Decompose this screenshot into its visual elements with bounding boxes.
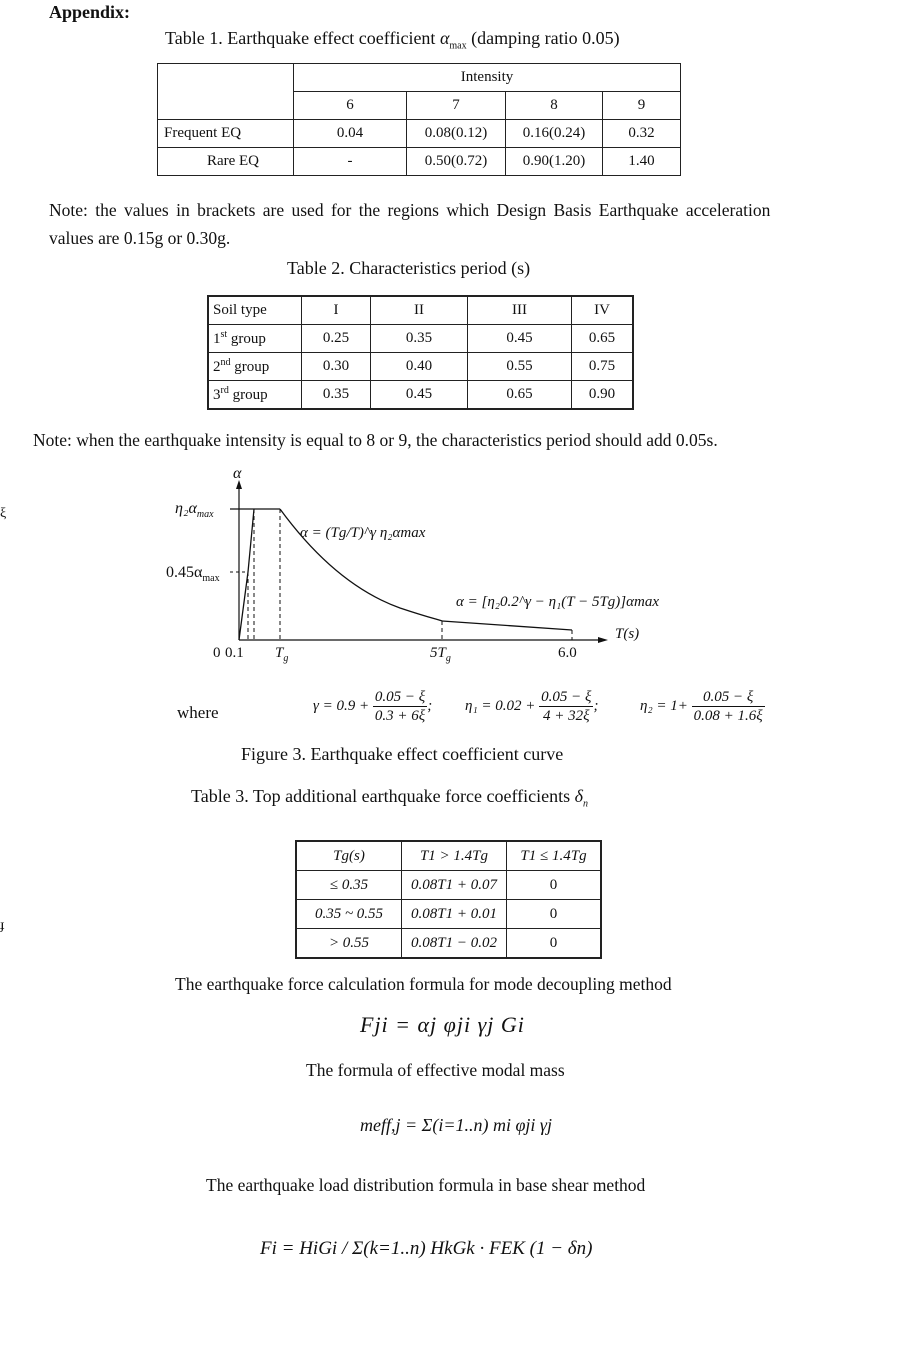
figure3-curve: [160, 460, 680, 675]
fig-eq-decay: α = (Tg/T)^γ η₂αmax: [300, 525, 426, 541]
note1-line2: values are 0.15g or 0.30g.: [49, 228, 231, 248]
table1-caption-main: Table 1. Earthquake effect coefficient: [165, 28, 440, 48]
table3-cell: ≤ 0.35: [296, 871, 402, 900]
formula2: meff,j = Σ(i=1..n) mi φji γj: [360, 1115, 553, 1135]
fig-axis-y-label: α: [233, 465, 242, 482]
table2-cell: 0.35: [371, 325, 468, 353]
fig-label-top-main: η₂α: [175, 500, 197, 517]
table1-level: 7: [407, 92, 506, 120]
formula2-text: The formula of effective modal mass: [306, 1060, 565, 1080]
table1: [157, 63, 681, 176]
group-num: 2: [213, 359, 221, 375]
table3-caption-symbol: δ: [574, 786, 584, 806]
x-axis-arrow: [598, 637, 608, 643]
table-row: [158, 120, 681, 148]
table1-intensity-header: Intensity: [294, 64, 681, 92]
formula3-text: The earthquake load distribution formula in base shear method: [206, 1175, 646, 1195]
table2-header: IV: [572, 296, 634, 325]
formula1: Fji = αj φji γj Gi: [360, 1012, 525, 1037]
fig-tick-6: 6.0: [558, 645, 577, 661]
table2-caption: Table 2. Characteristics period (s): [287, 258, 531, 278]
table2-cell: 0.25: [302, 325, 371, 353]
table1-cell: 1.40: [603, 148, 681, 176]
group-sup: rd: [220, 385, 229, 396]
table2-cell: 0.90: [572, 381, 634, 410]
table1-cell: 0.04: [294, 120, 407, 148]
table3-cell: 0: [507, 871, 602, 900]
where-label: where: [177, 703, 219, 722]
table1-cell: 0.32: [603, 120, 681, 148]
fig-tick-01: 0.1: [225, 645, 244, 661]
table3-cell: 0.08T1 + 0.07: [402, 871, 507, 900]
table3-cell: 0.08T1 − 0.02: [402, 929, 507, 959]
table3-cell: 0: [507, 929, 602, 959]
table2-cell: 0.45: [468, 325, 572, 353]
fig-label-mid-main: 0.45α: [166, 564, 203, 581]
table2-cell: 0.65: [468, 381, 572, 410]
eta1-fraction: [539, 688, 593, 725]
table3-caption-sub: n: [583, 798, 589, 810]
gamma-num: 0.05 − ξ: [374, 689, 426, 705]
formula1-text: The earthquake force calculation formula for mode decoupling method: [175, 974, 672, 994]
table3-caption: [191, 786, 588, 810]
table2-cell: 0.55: [468, 353, 572, 381]
table2: [207, 295, 634, 410]
table3-cell: > 0.55: [296, 929, 402, 959]
table1-cell: 0.90(1.20): [506, 148, 603, 176]
fig-label-mid-sub: max: [202, 573, 220, 585]
table3-caption-main: Table 3. Top additional earthquake force coefficients: [191, 786, 571, 806]
table2-cell: 0.30: [302, 353, 371, 381]
eta2-num: 0.05 − ξ: [692, 688, 765, 707]
table2-header: II: [371, 296, 468, 325]
table2-group: [208, 325, 302, 353]
table1-caption-tail: (damping ratio 0.05): [466, 28, 620, 48]
group-num: 1: [213, 331, 221, 347]
group-sup: nd: [220, 357, 231, 368]
table3-header: Tg(s): [296, 841, 402, 871]
note1-line1: Note: the values in brackets are used for the regions which Design Basis Earthquake acceleration: [49, 200, 771, 220]
table1-level: 6: [294, 92, 407, 120]
gamma-den: 0.3 + 6ξ: [374, 708, 426, 724]
table1-caption-symbol: α: [439, 28, 450, 48]
fig-tick-tg-sub: g: [283, 653, 289, 664]
table3-header: T1 > 1.4Tg: [402, 841, 507, 871]
linear-segment: [442, 621, 572, 630]
fig-tick-5tg: [430, 645, 451, 664]
eta2-lhs: η₂ = 1+: [640, 697, 688, 714]
fig-eq-linear: α = [η₂0.2^γ − η₁(T − 5Tg)]αmax: [456, 594, 659, 610]
fig-label-top: [175, 500, 214, 520]
table1-level: 9: [603, 92, 681, 120]
table2-header: III: [468, 296, 572, 325]
table-row: [208, 353, 633, 381]
rising-segment: [239, 509, 254, 640]
group-word: group: [230, 359, 270, 375]
table2-cell: 0.35: [302, 381, 371, 410]
formula3: Fi = HiGi / Σ(k=1..n) HkGk · FEK (1 − δn): [260, 1238, 593, 1259]
eta2-formula: [640, 688, 765, 725]
fig-tick-0: 0: [213, 645, 221, 661]
table2-header: I: [302, 296, 371, 325]
gamma-lhs: γ = 0.9 +: [313, 697, 370, 714]
eta2-fraction: [692, 688, 765, 725]
table1-caption: [165, 28, 620, 52]
eta1-den: 4 + 32ξ: [543, 708, 590, 724]
table1-cell: 0.08(0.12): [407, 120, 506, 148]
table2-group: [208, 353, 302, 381]
table1-corner: [158, 64, 294, 120]
group-word: group: [228, 387, 268, 403]
fig-tick-5tg-sub: g: [445, 653, 451, 664]
fig-label-mid: [166, 564, 220, 584]
table2-group: [208, 381, 302, 410]
eta1-formula: η₁ = 0.02 + $\frac{0.05 - \xi}{4 + 32\xi}$ ;: [465, 689, 599, 724]
table1-cell: -: [294, 148, 407, 176]
figure3-caption: Figure 3. Earthquake effect coefficient curve: [241, 744, 564, 764]
gamma-formula: γ = 0.9 + $\frac{0.05 - \xi}{0.3 + 6\xi}$ ;: [313, 689, 433, 724]
table2-cell: 0.45: [371, 381, 468, 410]
table-row: [296, 929, 601, 959]
fig-tick-5tg-main: 5T: [430, 645, 446, 661]
table1-cell: 0.50(0.72): [407, 148, 506, 176]
fig-label-top-sub: max: [196, 509, 214, 521]
eta1-num: 0.05 − ξ: [541, 689, 592, 705]
fig-tick-tg-main: T: [275, 645, 284, 661]
table-row: [296, 900, 601, 929]
group-num: 3: [213, 387, 221, 403]
table-row: [208, 325, 633, 353]
table2-cell: 0.75: [572, 353, 634, 381]
appendix-heading: Appendix:: [49, 2, 131, 22]
table2-cell: 0.40: [371, 353, 468, 381]
fig-axis-x-label: T(s): [615, 626, 640, 642]
table1-row-label: Rare EQ: [158, 148, 294, 176]
table3-header: T1 ≤ 1.4Tg: [507, 841, 602, 871]
table-row: [208, 381, 633, 410]
table2-cell: 0.65: [572, 325, 634, 353]
table1-row-label: Frequent EQ: [158, 120, 294, 148]
margin-mark: ξ: [0, 506, 7, 521]
table-row: [158, 148, 681, 176]
table-row: [296, 871, 601, 900]
group-sup: st: [220, 329, 228, 340]
table2-header: Soil type: [208, 296, 302, 325]
table3: [295, 840, 602, 959]
margin-mark: ɟ: [0, 918, 5, 933]
group-word: group: [227, 331, 266, 347]
fig-tick-tg: [275, 645, 288, 664]
table3-cell: 0.35 ~ 0.55: [296, 900, 402, 929]
gamma-fraction: [373, 688, 427, 725]
table1-level: 8: [506, 92, 603, 120]
table1-cell: 0.16(0.24): [506, 120, 603, 148]
eta1-lhs: η₁ = 0.02 +: [465, 697, 536, 714]
table3-cell: 0.08T1 + 0.01: [402, 900, 507, 929]
note2: Note: when the earthquake intensity is equal to 8 or 9, the characteristics period should add 0.05s.: [33, 430, 718, 450]
table1-caption-sub: max: [449, 40, 467, 52]
table3-cell: 0: [507, 900, 602, 929]
eta2-den: 0.08 + 1.6ξ: [693, 708, 763, 724]
